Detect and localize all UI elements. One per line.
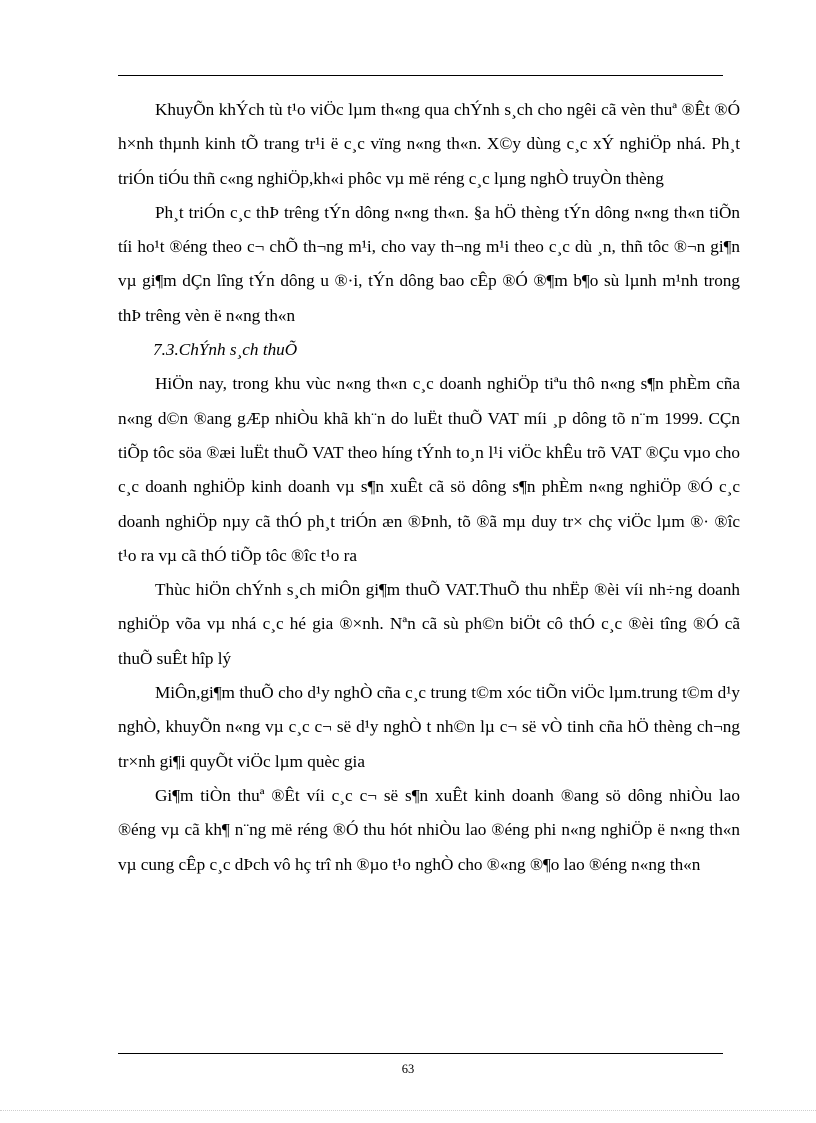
- paragraph-2: Ph¸t triÓn c¸c thÞ trêng tÝn dông n«ng th«n. §a hÖ thèng tÝn dông n«ng th«n tiÕn tíi ho¹t ®éng theo c¬ chÕ th¬ng m¹i, cho vay th¬ng m¹i theo c¸c dù ¸n, thñ tôc ®¬n gi¶n vµ gi¶m dÇn lîng tÝn dông u ®·i, tÝn dông bao cÊp ®Ó ®¶m b¶o sù lµnh m¹nh trong thÞ trêng vèn ë n«ng th«n: [118, 202, 740, 325]
- page-body: [118, 93, 740, 882]
- paragraph-5: MiÔn,gi¶m thuÕ cho d¹y nghÒ cña c¸c trung t©m xóc tiÕn viÖc lµm.trung t©m d¹y nghÒ, khuyÕn n«ng vµ c¸c c¬ së d¹y nghÒ t nh©n lµ c¬ së vÒ tinh cña hÖ thèng ch¬ng tr×nh gi¶i quyÕt viÖc lµm quèc gia: [118, 683, 740, 771]
- section-heading: 7.3.ChÝnh s¸ch thuÕ: [153, 340, 298, 360]
- paragraph-3: HiÖn nay, trong khu vùc n«ng th«n c¸c doanh nghiÖp tiªu thô n«ng s¶n phÈm cña n«ng d©n ®ang gÆp nhiÒu khã kh¨n do luËt thuÕ VAT míi ¸p dông tõ n¨m 1999. CÇn tiÕp tôc söa ®æi luËt thuÕ VAT theo híng tÝnh to¸n l¹i viÖc khÊu trõ VAT ®Çu vµo cho c¸c doanh nghiÖp kinh doanh vµ s¶n xuÊt cã sö dông s¶n phÈm n«ng nghiÖp ®Ó c¸c doanh nghiÖp nµy cã thÓ ph¸t triÓn æn ®Þnh, tõ ®ã mµ duy tr× chç viÖc lµm ®· ®îc t¹o ra vµ cã thÓ tiÕp tôc ®îc t¹o ra: [118, 374, 740, 565]
- paragraph-4: Thùc hiÖn chÝnh s¸ch miÔn gi¶m thuÕ VAT.ThuÕ thu nhËp ®èi víi nh÷ng doanh nghiÖp võa vµ nhá c¸c hé gia ®×nh. Nªn cã sù ph©n biÖt cô thÓ c¸c ®èi tîng ®Ó cã thuÕ suÊt hîp lý: [118, 580, 740, 668]
- paragraph-6: Gi¶m tiÒn thuª ®Êt víi c¸c c¬ së s¶n xuÊt kinh doanh ®ang sö dông nhiÒu lao ®éng vµ cã kh¶ n¨ng më réng ®Ó thu hót nhiÒu lao ®éng phi n«ng nghiÖp ë n«ng th«n vµ cung cÊp c¸c dÞch vô hç trî nh ®µo t¹o nghÒ cho ®«ng ®¶o lao ®éng n«ng th«n: [118, 785, 740, 874]
- header-rule: [118, 75, 723, 76]
- page-number: 63: [401, 1062, 415, 1076]
- page-edge-dotted-line: [0, 1110, 816, 1111]
- paragraph-1: KhuyÕn khÝch tù t¹o viÖc lµm th«ng qua chÝnh s¸ch cho ngêi cã vèn thuª ®Êt ®Ó h×nh thµnh kinh tÕ trang tr¹i ë c¸c vïng n«ng th«n. X©y dùng c¸c xÝ nghiÖp nhá. Ph¸t triÓn tiÓu thñ c«ng nghiÖp,kh«i phôc vµ më réng c¸c lµng nghÒ truyÒn thèng: [118, 100, 740, 188]
- footer-rule: [118, 1053, 723, 1054]
